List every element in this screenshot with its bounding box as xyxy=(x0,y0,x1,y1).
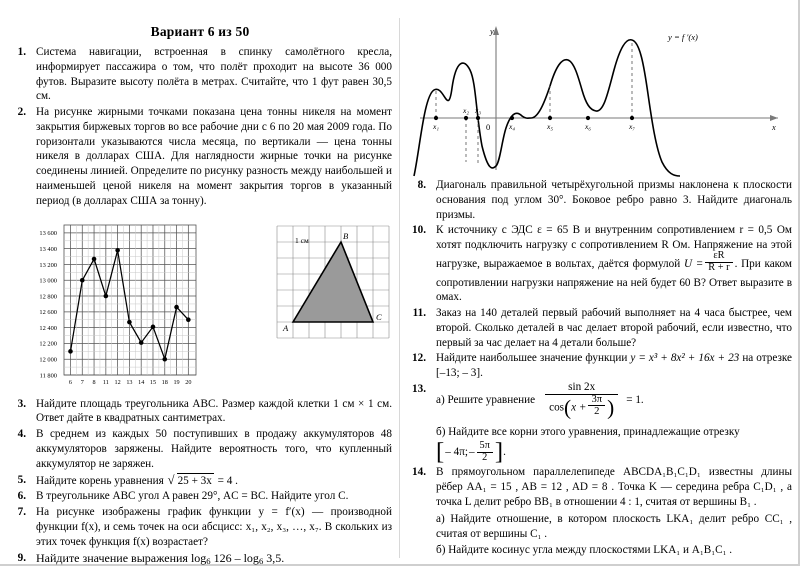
problem-10-fraction xyxy=(705,251,732,274)
svg-text:13 600: 13 600 xyxy=(39,229,57,237)
svg-text:13 200: 13 200 xyxy=(39,261,57,269)
problem-3-number: 3. xyxy=(17,397,26,410)
svg-text:11: 11 xyxy=(102,378,109,386)
problem-13-interval-minus: – xyxy=(468,445,475,458)
svg-text:12 400: 12 400 xyxy=(39,324,57,332)
problem-4-text: В среднем из каждых 50 поступивших в продажу аккумуляторов 48 аккумуляторов заряжены. Найдите вероятность того, что купленный аккумулятор не заряжен. xyxy=(36,428,392,470)
problem-13-part-b-interval xyxy=(436,437,792,465)
problem-13-interval-a: – 4π; xyxy=(445,445,468,458)
problem-12-text xyxy=(436,351,800,381)
problem-7-text: На рисунке изображены график функции y = f′(x) — производной функции f(x), и семь точек на оси абсцисс: x₁, x₂, x₃, …, x₇. В скольких из этих точек функция f(x) возрастает? xyxy=(36,506,392,548)
problem-10-formula-lhs: U = xyxy=(683,257,704,270)
graph-point-label-3: x₃ xyxy=(474,106,482,115)
problem-1 xyxy=(0,45,400,104)
problem-9 xyxy=(0,551,400,568)
graph-point-label-6: x₆ xyxy=(584,122,592,131)
nickel-price-chart-figure xyxy=(0,215,400,397)
problem-10-number: 10. xyxy=(412,224,426,237)
triangle-vertex-c-label: C xyxy=(376,311,382,322)
svg-text:8: 8 xyxy=(92,378,96,386)
svg-text:14: 14 xyxy=(138,378,145,386)
triangle-vertex-a-label: A xyxy=(283,322,289,333)
problem-13-bracket-close: ] xyxy=(494,437,504,465)
problem-13-inner-den: 2 xyxy=(588,405,605,417)
problem-5-text xyxy=(36,473,400,489)
problem-14-text-main: В прямоугольном параллелепипеде ABCDA₁B₁C₁D₁ известны длины рёбер AA₁ = 15 , AB = 12 , AD = 8 . Точка K — середина ребра C₁D₁ , а точка L делит ребро BB₁ в отношении 4 : 1, считая от вершины B₁ . xyxy=(436,466,792,508)
svg-text:19: 19 xyxy=(173,378,180,386)
svg-text:12 800: 12 800 xyxy=(39,292,57,300)
derivative-graph-figure xyxy=(400,18,800,178)
problem-9-base-2: 6 xyxy=(258,556,264,567)
problem-13-part-b-label: б) Найдите все корни этого уравнения, принадлежащие отрезку xyxy=(436,426,740,439)
problem-8-text: Диагональ правильной четырёхугольной призмы наклонена к плоскости основания под углом 30°. Боковое ребро равно 3. Найдите диагональ призмы. xyxy=(436,179,792,221)
problem-9-label: Найдите значение выражения xyxy=(36,551,188,566)
graph-y-arrow xyxy=(493,26,499,35)
problem-14-body xyxy=(436,465,800,558)
svg-text:20: 20 xyxy=(185,378,192,386)
page-title: Вариант 6 из 50 xyxy=(150,24,250,39)
graph-dashed-lines xyxy=(436,41,632,166)
derivative-graph xyxy=(400,18,800,178)
graph-x-axis-label: x xyxy=(772,123,776,132)
graph-point-label-4: x₄ xyxy=(508,122,516,131)
svg-text:13: 13 xyxy=(126,378,133,386)
problem-13-eq-denominator xyxy=(545,394,618,419)
problem-13-paren-open: ( xyxy=(564,395,572,420)
problem-9-base-1: 6 xyxy=(206,556,211,567)
problem-11-text: Заказ на 140 деталей первый рабочий выполняет на 4 часа быстрее, чем второй. Сколько деталей в час делает второй рабочий, если известно, что первый за час делает на 4 детали больше? xyxy=(436,307,792,349)
svg-text:15: 15 xyxy=(149,378,157,386)
svg-text:11 800: 11 800 xyxy=(39,371,57,379)
problem-13-part-a-label: а) Решите уравнение xyxy=(436,394,536,407)
problem-3-text: Найдите площадь треугольника ABC. Размер каждой клетки 1 см × 1 см. Ответ дайте в квадратных сантиметрах. xyxy=(36,397,392,425)
problem-13 xyxy=(400,382,800,463)
svg-text:13 000: 13 000 xyxy=(39,277,57,285)
problem-9-number: 9. xyxy=(17,552,26,565)
triangle-vertex-b-label: B xyxy=(343,230,349,241)
graph-point-label-2: x₂ xyxy=(462,106,470,115)
problem-8 xyxy=(400,178,800,222)
problem-6-number: 6. xyxy=(17,490,26,503)
problem-5-equals: = 4 . xyxy=(217,474,238,487)
problem-13-bracket-open: [ xyxy=(436,437,445,465)
problem-3 xyxy=(0,397,400,427)
problem-10-text-after: . При каком сопротивлении нагрузки напряжение на ней будет 60 В? Ответ выразите в омах. xyxy=(436,257,793,304)
problem-14-part-a: а) Найдите отношение, в котором плоскость LKA₁ делит ребро CC₁ , считая от вершины C₁ . xyxy=(436,512,792,540)
problem-13-eq-cos: cos xyxy=(549,400,565,413)
problem-1-text: Система навигации, встроенная в спинку самолётного кресла, информирует пассажира о том, что полёт проходит на высоте 36 000 футов. Выразите высоту полёта в метрах. Считайте, что 1 фут равен 30,5 см. xyxy=(36,46,392,103)
problem-13-number: 13. xyxy=(412,382,426,395)
svg-text:12 200: 12 200 xyxy=(39,340,57,348)
problem-5-radicand: 25 + 3x xyxy=(177,474,212,487)
problem-14-part-b: б) Найдите косинус угла между плоскостями LKA₁ и A₁B₁C₁ . xyxy=(436,544,733,557)
problem-5-label: Найдите корень уравнения xyxy=(36,474,164,487)
derivative-curve xyxy=(414,40,680,176)
triangle-abc-figure xyxy=(276,222,394,350)
problem-12-number: 12. xyxy=(412,352,426,365)
problem-12-text-before: Найдите наибольшее значение функции xyxy=(436,352,628,365)
graph-point-label-7: x₇ xyxy=(628,122,636,131)
problem-13-interval-den: 2 xyxy=(477,452,493,464)
problem-4 xyxy=(0,427,400,471)
problem-13-body xyxy=(436,382,800,463)
graph-x-arrow xyxy=(770,115,778,121)
problem-13-interval-fraction xyxy=(477,441,493,464)
problem-6-text: В треугольнике ABC угол A равен 29°, AC = BC. Найдите угол C. xyxy=(36,490,349,503)
problem-13-eq-den-x: x + xyxy=(571,400,587,413)
problem-10 xyxy=(400,223,800,305)
graph-origin-label: 0 xyxy=(486,123,491,132)
problem-13-equation-fraction xyxy=(545,382,618,419)
problem-11 xyxy=(400,306,800,350)
problem-14-number: 14. xyxy=(412,466,426,479)
problem-9-text: Найдите значение выражения $\log_6 126 - \log_6 3,5$. xyxy=(36,551,285,567)
problem-10-text-before: К источнику с ЭДС ε = 65 В и внутренним сопротивлением r = 0,5 Ом хотят подключить нагрузку с сопротивлением R Ом. Напряжение на этой нагрузке, выражаемое в вольтах, даётся формулой xyxy=(436,224,792,270)
svg-text:12 600: 12 600 xyxy=(39,308,57,316)
svg-text:7: 7 xyxy=(80,378,84,386)
problem-9-arg-2: 3,5. xyxy=(266,551,285,566)
problem-10-fraction-numerator: εR xyxy=(713,250,725,262)
graph-point-label-5: x₅ xyxy=(546,122,554,131)
problem-1-number: 1. xyxy=(17,46,26,58)
problem-5-number: 5. xyxy=(17,473,26,486)
svg-text:12: 12 xyxy=(114,378,121,386)
problem-13-part-a xyxy=(436,382,792,419)
problem-8-number: 8. xyxy=(417,179,426,191)
problem-13-eq-numerator: sin 2x xyxy=(568,380,596,393)
svg-text:6: 6 xyxy=(68,378,73,386)
problem-13-interval-num: 5π xyxy=(479,439,490,451)
problem-13-period: . xyxy=(503,445,506,458)
problem-12-function: y = x³ + 8x² + 16x + 23 xyxy=(630,352,740,365)
problem-2-text: На рисунке жирными точками показана цена тонны никеля на момент закрытия биржевых торгов во все рабочие дни с 6 по 20 мая 2009 года. По горизонтали указываются числа месяца, по вертикали — цена тонны никеля в долларах США. Для наглядности жирные точки на рисунке соединены линией. Определите по рисунку разность между наибольшей и наименьшей ценой никеля на момент закрытия торгов в указанный период (в долларах США за тонну). xyxy=(36,106,392,207)
problem-4-number: 4. xyxy=(17,428,26,441)
triangle-cell-label: 1 см xyxy=(295,235,309,245)
graph-point-label-1: x₁ xyxy=(432,122,440,131)
problem-9-arg-1: 126 xyxy=(213,551,232,566)
problem-5-sqrt xyxy=(168,473,214,489)
problem-9-minus: – xyxy=(234,551,241,566)
problem-10-fraction-denominator: R + r xyxy=(705,262,732,274)
problem-2 xyxy=(0,105,400,208)
problem-10-text xyxy=(436,223,800,305)
left-column xyxy=(0,0,400,566)
svg-text:12 000: 12 000 xyxy=(39,356,57,364)
problem-12 xyxy=(400,351,800,381)
triangle-shape xyxy=(293,242,373,322)
problem-11-number: 11. xyxy=(412,307,426,320)
problem-13-inner-fraction xyxy=(588,394,605,417)
svg-text:18: 18 xyxy=(161,378,168,386)
problem-7-number: 7. xyxy=(17,506,26,519)
problem-13-paren-close: ) xyxy=(607,395,615,420)
svg-text:13 400: 13 400 xyxy=(39,245,57,253)
graph-y-axis-label: y xyxy=(490,27,494,36)
right-column xyxy=(400,0,800,566)
problem-14 xyxy=(400,465,800,558)
problem-13-inner-num: 3π xyxy=(591,394,603,406)
problem-6 xyxy=(0,489,400,504)
problem-7 xyxy=(0,505,400,549)
graph-curve-label: y = f ′(x) xyxy=(668,32,698,42)
problem-12-text-after: на отрезке [–13; – 3]. xyxy=(436,352,792,380)
problem-5 xyxy=(0,473,400,489)
problem-2-number: 2. xyxy=(17,106,26,119)
problem-13-eq-rhs: = 1. xyxy=(626,394,644,407)
